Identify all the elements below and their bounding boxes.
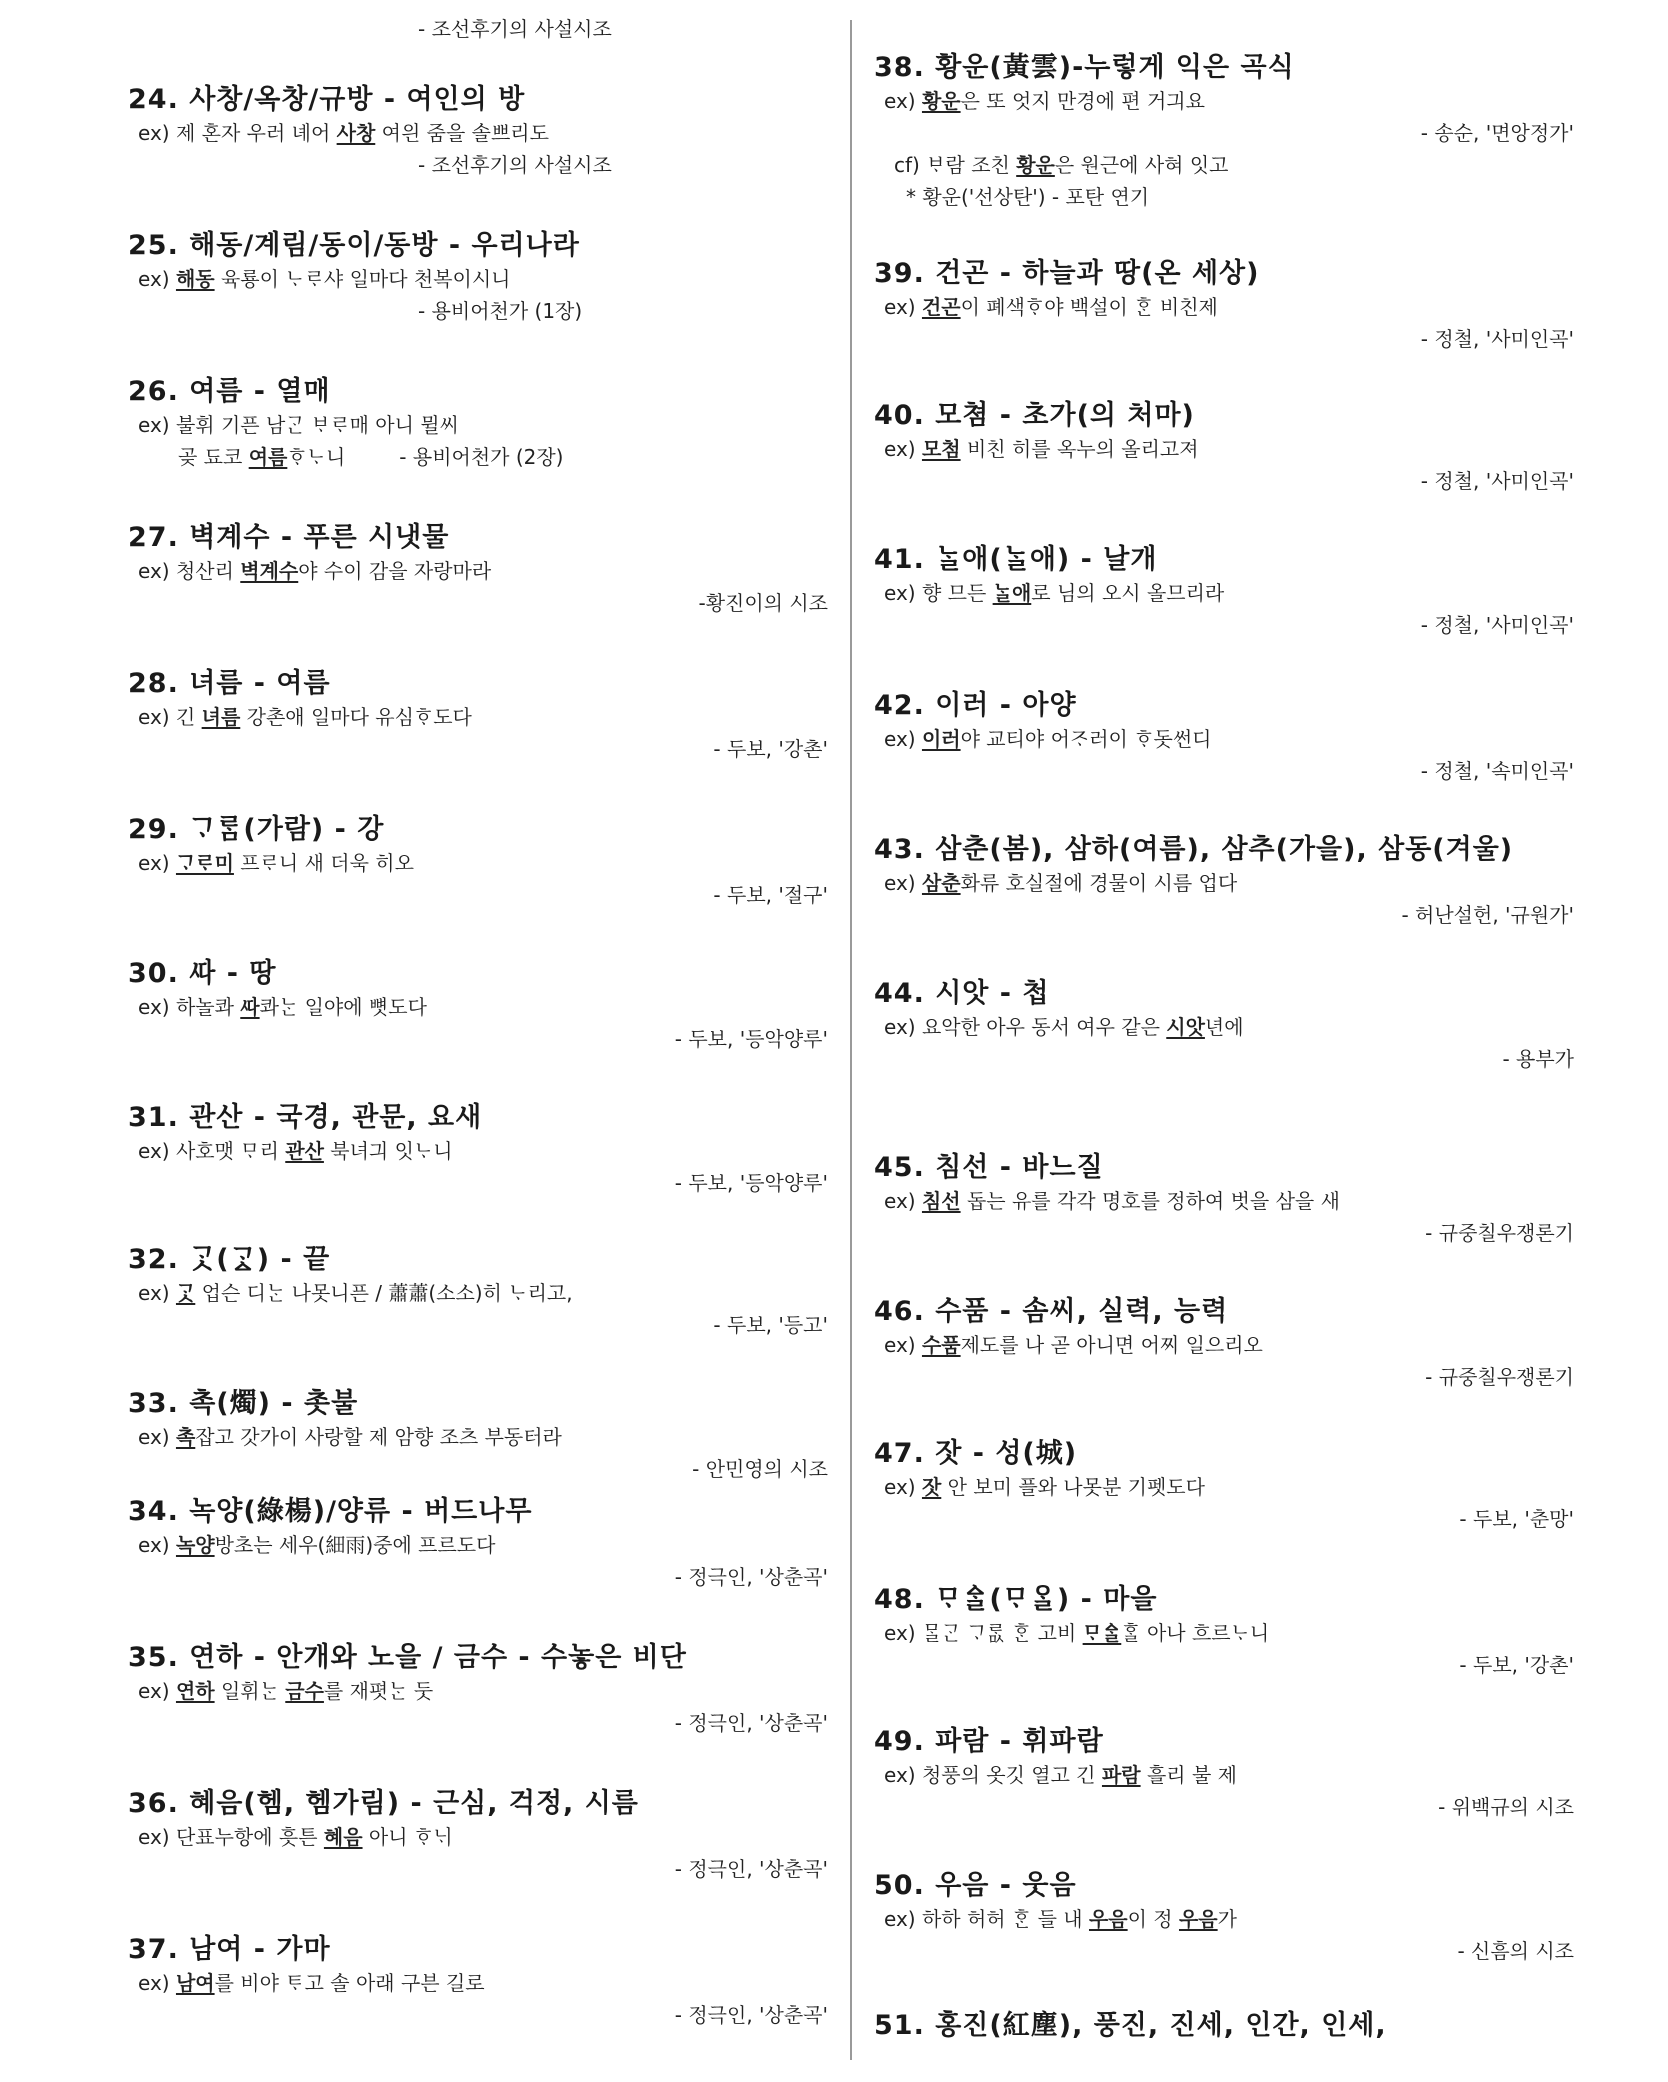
entry-heading: 24. 사창/옥창/규방 - 여인의 방: [128, 84, 526, 115]
example-line: [128, 848, 828, 880]
entry-heading: 31. 관산 - 국경, 관문, 요새: [128, 1102, 483, 1133]
entry-heading: 36. 혜음(헴, 헴가림) - 근심, 걱정, 시름: [128, 1788, 639, 1819]
example-line-text: ex) 단표누항에 흣튼: [138, 1825, 324, 1849]
example-line: [874, 1330, 1574, 1362]
entry-heading: 50. 우음 - 웃음: [874, 1870, 1077, 1901]
keyword: 우음: [1088, 1907, 1128, 1931]
vocab-entry: [128, 228, 828, 328]
example-line-text: 여읜 줌을 솔쁘리도: [375, 121, 549, 145]
example-line-text: 돕는 유를 각각 명호를 정하여 벗을 삼을 새: [960, 1189, 1340, 1213]
entry-source: - 용부가: [1502, 1047, 1574, 1071]
compare-line: [874, 150, 1574, 182]
keyword: ᄯᅡ: [240, 995, 260, 1019]
vocab-entry: [874, 688, 1574, 788]
example-line-text: ex): [138, 1971, 176, 1995]
example-line-text: ex) 제 혼자 우러 녜어: [138, 121, 337, 145]
vocab-entry: [128, 1386, 828, 1486]
vocab-entry: [874, 1582, 1574, 1682]
example-line: [128, 556, 828, 588]
entry-source: - 두보, '절구': [713, 883, 828, 907]
vocab-entry: [874, 1294, 1574, 1394]
example-line: [128, 264, 828, 296]
keyword: 촉: [175, 1425, 196, 1449]
example-line-text: 야 교티야 어ᄌᆞ러이 ᄒᆞ돗썬디: [960, 727, 1212, 751]
entry-source: - 두보, '강촌': [1459, 1653, 1574, 1677]
example-line: [874, 1186, 1574, 1218]
vocab-entry: [128, 82, 828, 182]
keyword: 녹양: [175, 1533, 215, 1557]
keyword: 벽계수: [240, 559, 299, 583]
keyword: 황운: [1016, 153, 1055, 177]
example-line-text: 제도를 나 곧 아니면 어찌 일으리오: [960, 1333, 1263, 1357]
keyword: 남여: [175, 1971, 215, 1995]
entry-heading: 39. 건곤 - 하늘과 땅(온 세상): [874, 258, 1260, 289]
example-line-text: ex) 청풍의 옷깃 열고 긴: [884, 1763, 1102, 1787]
top-source: - 조선후기의 사설시조: [418, 17, 612, 41]
entry-heading: 42. 이러 - 아양: [874, 690, 1077, 721]
keyword: ᄂᆞᆯ애: [992, 581, 1032, 605]
example-line-text: ᄒᆞᆯ 아나 흐르ᄂᆞ니: [1121, 1621, 1270, 1645]
vocab-entry: [128, 1786, 828, 1886]
keyword: 침선: [921, 1189, 961, 1213]
keyword: ᄆᆞᅀᆞᆯ: [1082, 1621, 1122, 1645]
column-divider: [850, 20, 852, 2060]
example-line-text: ex) 하놀콰: [138, 995, 241, 1019]
entry-heading: 48. ᄆᆞᅀᆞᆯ(ᄆᆞᄋᆞᆯ) - 마을: [874, 1584, 1158, 1615]
example-line-text: 로 님의 오시 올므리라: [1031, 581, 1225, 605]
entry-source: - 두보, '등고': [713, 1313, 828, 1337]
entry-source: - 정철, '사미인곡': [1420, 469, 1574, 493]
entry-source: - 정극인, '상춘곡': [674, 1565, 828, 1589]
example-line: [128, 1968, 828, 2000]
example-line: [874, 292, 1574, 324]
entry-heading: 41. ᄂᆞᆯ애(ᄂᆞᆯ애) - 날개: [874, 544, 1158, 575]
example-line-continued: [128, 442, 828, 474]
entry-source: - 정극인, '상춘곡': [674, 1711, 828, 1735]
example-line: [128, 1136, 828, 1168]
example-line: [128, 1822, 828, 1854]
keyword: 잣: [921, 1475, 942, 1499]
example-line-text: ex): [138, 1425, 176, 1449]
example-line-text: ex): [884, 89, 922, 113]
entry-heading: 40. 모쳠 - 초가(의 처마): [874, 400, 1195, 431]
example-line-text: ex): [884, 727, 922, 751]
vocab-entry: [128, 1242, 828, 1342]
example-line-text: 흘리 불 제: [1140, 1763, 1237, 1787]
keyword: 수품: [921, 1333, 961, 1357]
example-line-text: 를 재폇ᄂᆞᆫ 둣: [323, 1679, 434, 1703]
example-line: [874, 86, 1574, 118]
example-line-text: 화류 호실절에 경물이 시름 업다: [960, 871, 1238, 895]
example-line: [128, 1422, 828, 1454]
entry-heading: 44. 시앗 - 첩: [874, 978, 1050, 1009]
example-line-text: ex): [138, 267, 176, 291]
example-line-text: 프ᄅᆞ니 새 더욱 히오: [233, 851, 414, 875]
keyword: 연하: [175, 1679, 215, 1703]
entry-heading: 37. 남여 - 가마: [128, 1934, 331, 1965]
example-line-text: 강촌애 일마다 유심ᄒᆞ도다: [240, 705, 472, 729]
keyword: 황운: [921, 89, 961, 113]
entry-source: - 두보, '춘망': [1459, 1507, 1574, 1531]
keyword: ᄀᆞᄅᆞ미: [175, 851, 234, 875]
keyword: 여름: [248, 445, 288, 469]
example-line-text: 가: [1217, 1907, 1237, 1931]
example-line-text: ex) 요악한 아우 동서 여우 같은: [884, 1015, 1167, 1039]
entry-heading: 34. 녹양(綠楊)/양류 - 버드나무: [128, 1496, 533, 1527]
entry-source: - 정철, '사미인곡': [1420, 327, 1574, 351]
example-line-text: ex): [884, 1333, 922, 1357]
example-line-text: ex): [884, 437, 922, 461]
example-line-text: 북녀긔 잇ᄂᆞ니: [323, 1139, 453, 1163]
keyword: 이러: [921, 727, 961, 751]
entry-source: - 신흠의 시조: [1457, 1939, 1574, 1963]
vocab-entry: [874, 832, 1574, 932]
example-line-text: 이 폐색ᄒᆞ야 백설이 ᄒᆞᆫ 비친제: [960, 295, 1218, 319]
example-line-text: ex) 청산리: [138, 559, 241, 583]
example-line-text: 잡고 갓가이 사랑할 제 암향 조츠 부동터라: [195, 1425, 562, 1449]
example-line: [874, 724, 1574, 756]
entry-heading: 46. 수품 - 솜씨, 실력, 능력: [874, 1296, 1229, 1327]
vocab-entry: [874, 256, 1574, 356]
keyword: 해동: [175, 267, 215, 291]
vocab-entry: [128, 520, 828, 620]
entry-heading: 35. 연하 - 안개와 노을 / 금수 - 수놓은 비단: [128, 1642, 687, 1673]
example-line: [874, 578, 1574, 610]
keyword: 사창: [336, 121, 376, 145]
vocab-entry: [874, 1150, 1574, 1250]
vocab-entry: [874, 1436, 1574, 1536]
compare-line-text: 은 원근에 사혀 잇고: [1054, 153, 1229, 177]
example-line: [128, 1278, 828, 1310]
example-line-text: ex): [138, 1679, 176, 1703]
keyword: 혜음: [323, 1825, 363, 1849]
example-line: [874, 1012, 1574, 1044]
example-line-text: 비친 히를 옥누의 올리고져: [960, 437, 1199, 461]
entry-heading: 25. 해동/계림/동이/동방 - 우리나라: [128, 230, 580, 261]
example-line: [874, 1472, 1574, 1504]
entry-heading: 30. ᄯᅡ - 땅: [128, 958, 277, 989]
example-line: [874, 1904, 1574, 1936]
vocab-entry: [874, 398, 1574, 498]
entry-source: - 규중칠우쟁론기: [1425, 1221, 1574, 1245]
example-line-text: ex) 향 므든: [884, 581, 993, 605]
entry-source: - 송순, '면앙정가': [1420, 121, 1574, 145]
vocab-entry: [874, 50, 1574, 214]
example-line: [874, 1760, 1574, 1792]
entry-heading: 38. 황운(黃雲)-누렇게 익은 곡식: [874, 52, 1295, 83]
keyword: 관산: [285, 1139, 324, 1163]
example-line-text: 은 또 엇지 만경에 편 거긔요: [960, 89, 1205, 113]
example-line-continued-text: ᄒᆞᄂᆞ니: [287, 445, 346, 469]
example-line-text: 업슨 디ᄂᆞᆫ 나못니픈 / 蕭蕭(소소)히 ᄂᆞ리고,: [195, 1281, 573, 1305]
keyword: 파람: [1101, 1763, 1141, 1787]
entry-source: - 정극인, '상춘곡': [674, 2003, 828, 2027]
entry-source: - 두보, '등악양루': [674, 1171, 828, 1195]
entry-source: -황진이의 시조: [698, 591, 828, 615]
entry-heading: 27. 벽계수 - 푸른 시냇물: [128, 522, 450, 553]
entry-source: - 조선후기의 사설시조: [418, 153, 612, 177]
vocab-entry: [874, 1868, 1574, 1968]
example-line-text: ex) 사호맷 ᄆᆞ리: [138, 1139, 286, 1163]
keyword: 녀름: [201, 705, 241, 729]
example-line-text: ex): [884, 1475, 922, 1499]
vocab-entry: [874, 976, 1574, 1076]
note-line: * 황운('선상탄') - 포탄 연기: [906, 185, 1150, 209]
keyword: 건곤: [921, 295, 961, 319]
keyword: 금수: [285, 1679, 324, 1703]
example-line: [874, 1618, 1574, 1650]
vocab-entry: [128, 1932, 828, 2032]
example-line-text: 이 정: [1127, 1907, 1179, 1931]
example-line-text: 아니 ᄒᆞᄂᆡ: [362, 1825, 453, 1849]
example-line: [128, 1676, 828, 1708]
compare-line-text: cf) ᄇᆞ람 조친: [894, 153, 1017, 177]
entry-heading: 47. 잣 - 성(城): [874, 1438, 1078, 1469]
example-line-text: 방초는 세우(細雨)중에 프르도다: [214, 1533, 496, 1557]
vocab-entry: [128, 812, 828, 912]
entry-source: - 허난설헌, '규원가': [1401, 903, 1574, 927]
example-line-text: 콰ᄂᆞᆫ 일야에 뼛도다: [259, 995, 427, 1019]
keyword: ᄀᆞᆺ: [175, 1281, 196, 1305]
entry-source: - 규중칠우쟁론기: [1425, 1365, 1574, 1389]
example-line: [128, 702, 828, 734]
vocab-entry: [128, 1640, 828, 1740]
example-line-text: ex) 하하 허허 ᄒᆞᆫ 들 내: [884, 1907, 1089, 1931]
vocab-entry: [128, 1494, 828, 1594]
example-line-text: ex): [138, 1533, 176, 1557]
entry-source: - 안민영의 시조: [692, 1457, 828, 1481]
example-line-text: ex): [884, 1189, 922, 1213]
entry-heading: 28. 녀름 - 여름: [128, 668, 331, 699]
example-line: [874, 434, 1574, 466]
example-line-text: 안 보미 플와 나못분 기펫도다: [941, 1475, 1205, 1499]
example-line: [128, 410, 828, 442]
example-line: [874, 868, 1574, 900]
keyword: 삼춘: [921, 871, 961, 895]
example-line-text: ex): [884, 871, 922, 895]
entry-source: - 용비어천가 (2장): [399, 445, 564, 469]
example-line-text: ex): [138, 1281, 176, 1305]
vocab-entry: [874, 2008, 1574, 2044]
entry-heading: 51. 홍진(紅塵), 풍진, 진세, 인간, 인세,: [874, 2010, 1387, 2041]
example-line-text: 년에: [1204, 1015, 1244, 1039]
example-line-text: ex) ᄆᆞᆯᄀᆞᆫ ᄀᆞᄅᆞᇝ ᄒᆞᆫ 고비: [884, 1621, 1083, 1645]
example-line-text: ex): [884, 295, 922, 319]
example-line-text: 야 수이 감을 자랑마라: [298, 559, 492, 583]
example-line-text: ex) 불휘 기픈 남ᄀᆞᆫ ᄇᆞᄅᆞ매 아니 뮐씨: [138, 413, 459, 437]
keyword: 우음: [1178, 1907, 1218, 1931]
entry-heading: 33. 촉(燭) - 촛불: [128, 1388, 359, 1419]
example-line-text: 를 비야 ᄐᆞ고 솔 아래 구븐 길로: [214, 1971, 485, 1995]
entry-source: - 위백규의 시조: [1438, 1795, 1574, 1819]
example-line: [128, 992, 828, 1024]
entry-source: - 정철, '속미인곡': [1420, 759, 1574, 783]
example-line-text: ex): [138, 851, 176, 875]
entry-heading: 32. ᄀᆞᆺ(ᄀᆞᇫ) - 끝: [128, 1244, 331, 1275]
example-line-text: 육룡이 ᄂᆞᄅᆞ샤 일마다 천복이시니: [214, 267, 511, 291]
vocab-entry: [874, 542, 1574, 642]
entry-source: - 정극인, '상춘곡': [674, 1857, 828, 1881]
keyword: 시앗: [1166, 1015, 1205, 1039]
vocab-entry: [128, 374, 828, 474]
example-line-text: 일휘ᄂᆞᆫ: [214, 1679, 286, 1703]
entry-heading: 29. ᄀᆞᄅᆞᆷ(가람) - 강: [128, 814, 385, 845]
example-line-continued-text: 곶 됴코: [178, 445, 249, 469]
example-line: [128, 1530, 828, 1562]
example-line: [128, 118, 828, 150]
vocab-entry: [128, 666, 828, 766]
example-line-text: ex) 긴: [138, 705, 202, 729]
entry-source: - 용비어천가 (1장): [418, 299, 583, 323]
keyword: 모첨: [921, 437, 961, 461]
entry-source: - 두보, '등악양루': [674, 1027, 828, 1051]
entry-source: - 정철, '사미인곡': [1420, 613, 1574, 637]
vocab-entry: [874, 1724, 1574, 1824]
entry-heading: 26. 여름 - 열매: [128, 376, 331, 407]
entry-heading: 49. 파람 - 휘파람: [874, 1726, 1104, 1757]
entry-heading: 45. 침선 - 바느질: [874, 1152, 1104, 1183]
vocab-entry: [128, 1100, 828, 1200]
entry-source: - 두보, '강촌': [713, 737, 828, 761]
vocab-entry: [128, 956, 828, 1056]
entry-heading: 43. 삼춘(봄), 삼하(여름), 삼추(가을), 삼동(겨울): [874, 834, 1514, 865]
